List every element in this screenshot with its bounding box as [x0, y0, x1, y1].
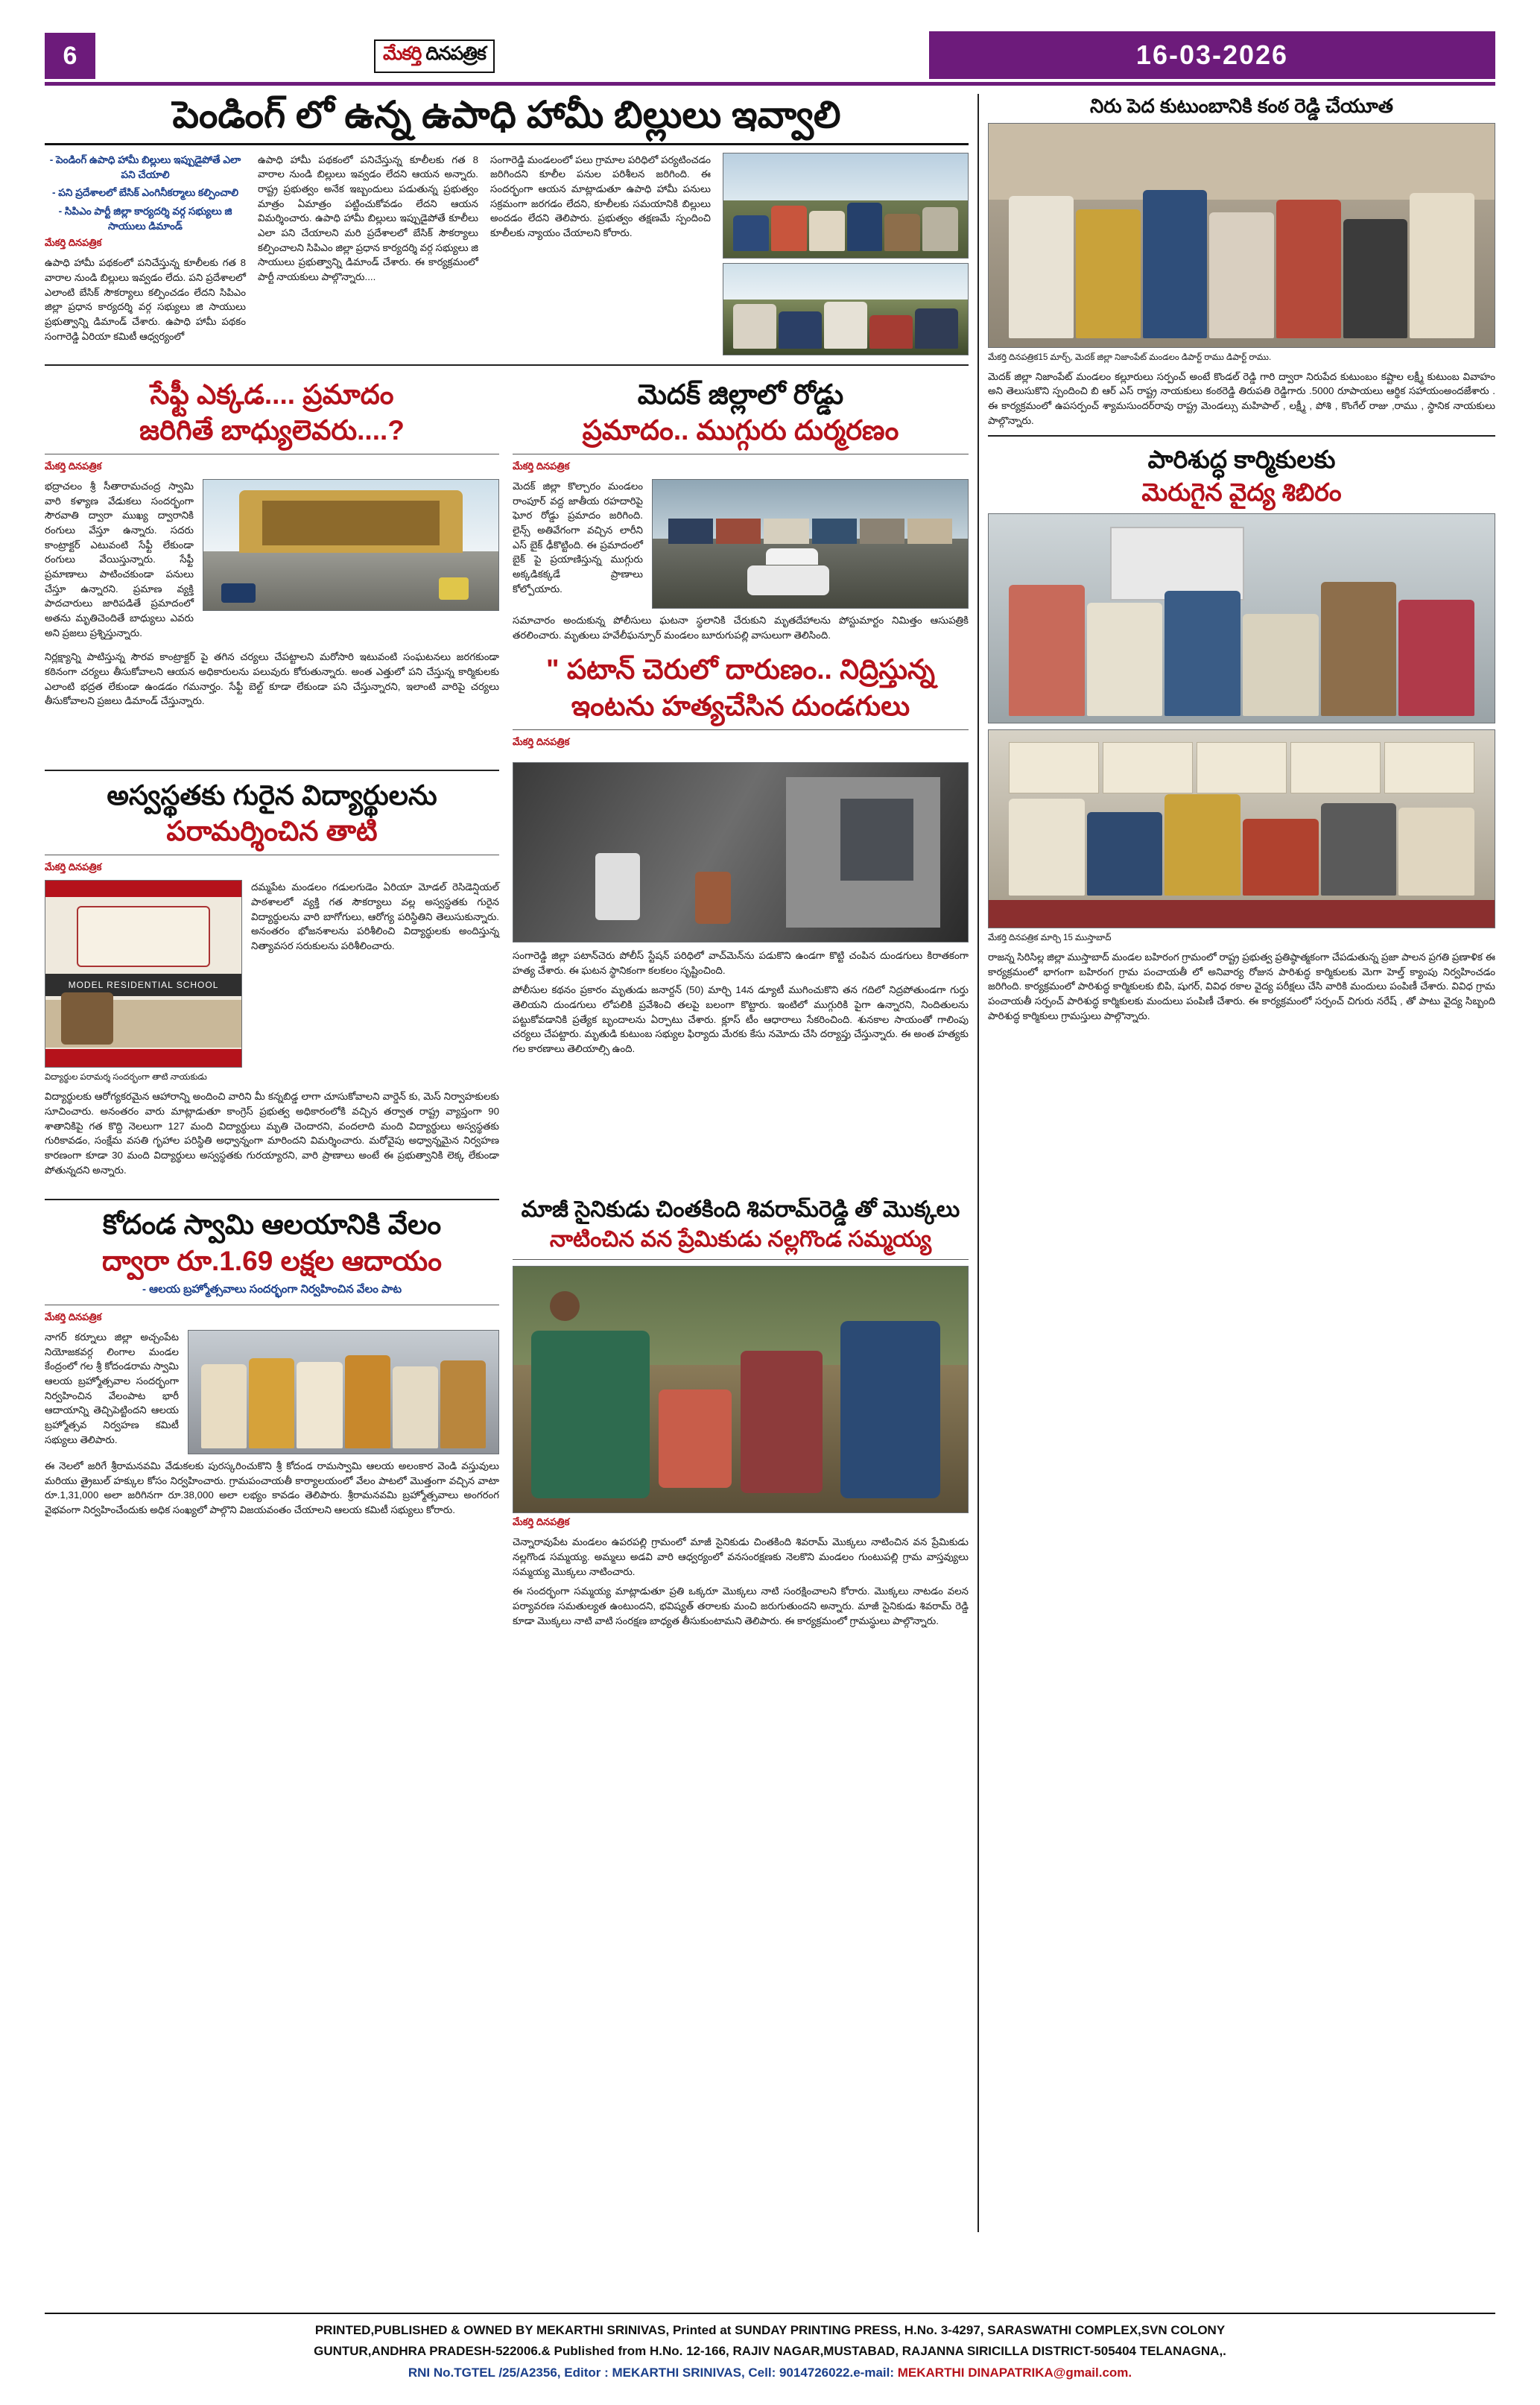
lead-headline: పెండింగ్ లో ఉన్న ఉపాధి హామీ బిల్లులు ఇవ్వాలి	[172, 94, 841, 136]
students-headline-line2: పరామర్శించిన తాటి	[166, 816, 378, 847]
sainik-text-1: చెన్నారావుపేట మండలం ఉపరపల్లి గ్రామంలో మాజీ సైనికుడు చింతకింది శివరామ్ మొక్కలు నాటించిన వన ప్రేమికుడు నల్లగొండ సమ్మయ్య. అమ్మలు అడవి వారి ఆధ్వర్యంలో వనసంరక్షణకు నెలకొని మండలం గుంటుపల్లి గ్రామ వాస్తవ్యులు సమ్మయ్య మొక్కలు నాటించారు.	[513, 1536, 969, 1577]
right-photo-top	[988, 123, 1495, 348]
students-text-1: దమ్మపేట మండలం గడులగుడెం ఏరియా మోడల్ రెసిడెన్షియల్ పాఠశాలలో వ్యక్తి గత సౌకర్యాలు వల్ల అస్వస్థతకు గురైన విద్యార్థులను వారి బాగోగులు, ఆరోగ్య పరిస్థితిని తెలుసుకున్నారు. అనంతరం భోజనశాలను పరిశీలించి విద్యార్థులకు అందిస్తున్న నిత్యావసర సరుకులను పరిశీలించారు.	[251, 881, 499, 952]
lead-bullet-1: - పెండింగ్ ఉపాధి హామీ బిల్లులు ఇప్పుడైపోతే ఎలా పని చేయాలి	[49, 153, 241, 180]
safety-text-2: నిర్లక్ష్యాన్ని పాటిస్తున్న సౌరవ కాంట్రాక్టర్ పై తగిన చర్యలు చేపట్టాలని మరోసారి ఇటువంటి సంఘటనలు జరగకుండా కఠినంగా చర్యలు తీసుకోవాలని ఆయన అధికారులను పలువురు కోరుతున్నారు. అంత ఎత్తులో పని చేస్తున్న కార్మికులకు ఎలాంటి భద్రత లేకుండా ఉండడం గమనార్హం. సేఫ్టీ బెల్ట్ కూడా లేకుండా పని చేస్తున్నారని, ఇలాంటి వారిపై చర్యలు తీసుకోవాలని ప్రజలు డిమాండ్ చేస్తున్నారు.	[45, 651, 499, 707]
right-rule-1	[988, 435, 1495, 437]
safety-headline-line1: సేఫ్టీ ఎక్కడ.... ప్రమాదం	[150, 378, 394, 410]
lead-text-col1: ఉపాధి హామీ పథకంలో పనిచేస్తున్న కూలీలకు గత 8 వారాల నుండి బిల్లులు ఇవ్వడం లేదు. పని ప్రదేశాలలో ఎలాంటి బేసిక్ సౌకర్యాలు కల్పించడం లేదని సిపిఎం జిల్లా ప్రధాన కార్యదర్శి వర్గ సభ్యులు జి సాయులు ప్రభుత్వాన్ని డిమాండ్ చేశారు. ఉపాధి హామీ పథకం సంగారెడ్డి ఏరియా కమిటీ ఆధ్వర్యంలో	[45, 257, 246, 342]
patan-photo	[513, 762, 969, 942]
mid-section	[45, 373, 969, 755]
right-second-headline-line1: పారిశుద్ధ కార్మికులకు	[1147, 446, 1336, 474]
right-photo-top-caption: మేకర్తి దినపత్రిక15 మార్చ్, మెదక్ జిల్లా నిజాంపేట్ మండలం డిపార్ట్ రాము డిపార్ట్ రాము.	[988, 352, 1272, 362]
lead-rule	[45, 143, 969, 145]
page-footer	[45, 2313, 1495, 2386]
patan-headline-line1: " పటాన్ చెరులో దారుణం.. నిద్రిస్తున్న	[546, 654, 935, 685]
students-rule-top	[45, 770, 499, 771]
medak-text-1: మెదక్ జిల్లా కొల్చారం మండలం రాంపూర్ వద్ద జాతీయ రహదారిపై ఘోర రోడ్డు ప్రమాదం జరిగింది. లైన్స్ అతివేగంగా వచ్చిన లారీని ఎస్ బైక్ ఢీకొట్టింది. ఈ ప్రమాదంలో బైక్ పై ప్రయాణిస్తున్న ముగ్గురు అక్కడికక్కడే ప్రాణాలు కోల్పోయారు.	[513, 481, 643, 595]
sainik-photo	[513, 1266, 969, 1513]
right-top-headline: నిరు పెద కుటుంబానికి కంఠ రెడ్డి చేయూత	[1090, 95, 1393, 117]
footer-email: MEKARTHI DINAPATRIKA@gmail.com.	[897, 2366, 1132, 2380]
footer-editor: Editor : MEKARTHI SRINIVAS, Cell: 9014726022.e-mail:	[564, 2366, 898, 2380]
medak-byline: మేకర్తి దినపత్రిక	[513, 460, 570, 472]
right-photo-mid-2	[988, 729, 1495, 928]
patan-byline: మేకర్తి దినపత్రిక	[513, 735, 570, 747]
right-photo-mid-caption: మేకర్తి దినపత్రిక మార్చి 15 ముస్తాబాద్	[988, 933, 1112, 942]
footer-rule	[45, 2313, 1495, 2314]
temple-text-1: నాగర్ కర్నూలు జిల్లా అచ్చంపేట నియోజకవర్గ లింగాల మండల కేంద్రంలో గల శ్రీ కోదండరామ స్వామి ఆలయ బ్రహ్మోత్సవాల సందర్భంగా నిర్వహించిన వేలంపాట భారీ ఆదాయాన్ని తెచ్చిపెట్టిందని ఆలయ బ్రహ్మోత్సవ నిర్వహణ కమిటీ సభ్యులు తెలిపారు.	[45, 1331, 179, 1445]
lead-bullets-col	[45, 153, 246, 355]
lower-section	[45, 762, 969, 1183]
medak-text-2: సమాచారం అందుకున్న పోలీసులు ఘటనా స్థలానికి చేరుకుని మృతదేహాలను పోస్టుమార్టం నిమిత్తం ఆసుపత్రికి తరలించారు. మృతులు హవేలీఘన్పూర్ మండలం బూరుగుపల్లి వాసులుగా తెలిసింది.	[513, 615, 969, 641]
sainik-headline-line1: మాజీ సైనికుడు చింతకింది శివరామ్‌రెడ్డి తో మొక్కలు	[521, 1197, 960, 1223]
lead-photo-1	[723, 153, 969, 259]
left-column	[45, 94, 969, 1634]
students-photo-caption: విద్యార్థుల పరామర్శ సందర్భంగా తాటి నాయకుడు	[45, 1073, 207, 1083]
footer-line-1: PRINTED,PUBLISHED & OWNED BY MEKARTHI SRINIVAS, Printed at SUNDAY PRINTING PRESS, H.No. 3-4297, SARASWATHI COMPLEX,SVN COLONY	[314, 2322, 1226, 2337]
lead-text-col3: సంగారెడ్డి మండలంలో పలు గ్రామాల పరిధిలో పర్యటించడం జరిగిందని కూలీల పనుల పరిశీలన జరిగింది. ఈ సందర్భంగా ఆయన మాట్లాడుతూ ఉపాధి హామీ పనులు సక్రమంగా జరగడం లేదని, కూలీలకు సమయానికి బిల్లులు అందడం లేదని తెలిపారు. ప్రభుత్వం తక్షణమే స్పందించి కూలీలకు న్యాయం చేయాలని కోరారు.	[490, 153, 711, 238]
publication-logo	[374, 39, 495, 73]
right-text-top: మెదక్ జిల్లా నిజాంపేట్ మండలం కల్లూరులు సర్పంచ్ అంటే కొండల్ రెడ్డి గారి ద్వారా నిరుపేద కుటుంబం కష్టాల లక్ష్మీ కుటుంబ వివాహం అని తెలుసుకొని స్పందించి బి ఆర్ ఎస్ రాష్ట్ర నాయకులు కంఠరెడ్డి తిరుపతి రెడ్డిగారు .5000 రూపాయలు ఆర్థిక సహాయంఅందజేశారు . ఈ కార్యక్రమంలో ఉపసర్పంచ్ శ్యామసుందర్‌రావు రాష్ట్ర మెండల్సు మహిపాల్ , లక్ష్మీ , పోశి , కొంగేల్ రాజు ,రాము , స్థానిక నాయకులు పాల్గొన్నారు.	[988, 370, 1495, 426]
right-photo-mid-1	[988, 513, 1495, 723]
lead-article	[45, 94, 969, 355]
temple-byline: మేకర్తి దినపత్రిక	[45, 1311, 102, 1322]
patan-text-1: సంగారెడ్డి జిల్లా పటాన్‌చెరు పోలీస్ స్టేషన్ పరిధిలో వాచ్‌మెన్‌ను పడుకొని ఉండగా కొట్టి చంపిన దుండగులు కిరాతకంగా హత్య చేశారు. ఈ ఘటన స్థానికంగా కలకలం సృష్టించింది.	[513, 949, 969, 976]
column-divider	[977, 94, 979, 2232]
masthead-rule	[45, 82, 1495, 86]
section-rule-1	[45, 364, 969, 366]
students-poster-title: MODEL RESIDENTIAL SCHOOL	[45, 974, 241, 996]
students-text-2: విద్యార్థులకు ఆరోగ్యకరమైన ఆహారాన్ని అందించి వారిని మీ కన్నబిడ్డ లాగా చూసుకోవాలని వార్డెన్ కు, మెస్ నిర్వాహకులకు సూచించారు. అనంతరం వారు మాట్లాడుతూ కాంగ్రెస్ ప్రభుత్వ అధికారంలోకి వచ్చిన తర్వాత రాష్ట్ర వ్యాప్తంగా 90 శాతానికిపై గత కొద్ది నెలలుగా 127 మంది విద్యార్థులు మృతి చెందారని, వందలాది మంది విద్యార్థులు అస్వస్థతకు గురికావడం, సంక్షేమ వసతి గృహాల పరిస్థితి అధ్వాన్నంగా మారిందని విమర్శించారు. మరోవైపు అధ్వాన్నమైన నిర్వహణ కారణంగా కూడా 30 మంది విద్యార్థులు అస్వస్థతకు గురయ్యారని, వారి ప్రాణాలు అంటే ఈ ప్రభుత్వానికి లెక్క లేకుండా పోతున్నదని అన్నారు.	[45, 1091, 499, 1176]
patan-rule	[513, 729, 969, 730]
right-text-mid: రాజన్న సిరిసిల్ల జిల్లా ముస్తాబాద్ మండల బహిరంగ గ్రామంలో రాష్ట్ర ప్రభుత్వ ప్రతిష్ఠాత్మకంగా చేపడుతున్న ప్రజా పాలన ప్రగతి ప్రణాళిక ఈ కార్యక్రమంలో భాగంగా బహిరంగ గ్రామ పంచాయతీ లో అనివార్య రోజున పారిశుద్ధ కార్మికులకు మెగా హెల్త్ క్యాంపు నిర్వహించడం జరిగింది. కార్యక్రమంలో పారిశుద్ధ కార్మికులకు బిపి, షుగర్, వివిధ రకాల వైద్య పరీక్షలు చేసి వారికి మందులు పంపిణీ చేశారు. వివిధ గ్రామ పంచాయతీ సర్పంచ్ పారిశుద్ధ కార్మికులకు మందులు పంపిణీ చేశారు. ఈ కార్యక్రమంలో సర్పంచ్ చిగురు నరేష్ , తో పాటు వైద్య సిబ్బంది పారిశుద్ధ కార్మికులు గ్రామస్తులు పాల్గొన్నారు.	[988, 951, 1495, 1021]
safety-article	[45, 373, 499, 755]
lead-text-col3-wrap	[490, 153, 711, 355]
lead-photo-col	[723, 153, 969, 355]
temple-headline-line2: ద్వారా రూ.1.69 లక్షల ఆదాయం	[101, 1245, 442, 1276]
students-photo	[45, 880, 242, 1068]
logo-text-primary: మేకర్తి	[383, 42, 422, 64]
footer-rni: RNI No.TGTEL /25/A2356,	[408, 2366, 561, 2380]
page-number: 6	[45, 33, 95, 79]
medak-photo	[652, 479, 969, 609]
temple-subheadline: - ఆలయ బ్రహ్మోత్సవాలు సందర్భంగా నిర్వహించిన వేలం పాట	[142, 1282, 402, 1296]
lead-text-col2: ఉపాధి హామీ పథకంలో పనిచేస్తున్న కూలీలకు గత 8 వారాల నుండి బిల్లులు ఇవ్వడం లేదని ఆయన అన్నారు. రాష్ట్ర ప్రభుత్వం అనేక ఇబ్బందులు పడుతున్న ప్రభుత్వం మాత్రం ఏమాత్రం పట్టించుకోవడం లేదని ఆయన విమర్శించారు. ఉపాధి హామీ బిల్లులు ఇప్పుడైపోతే కూలీలు ఎలా పని చేయాలని మరి ప్రదేశాలలో బేసిక్ సౌకర్యాలు కల్పించాలని సిపిఎం జిల్లా ప్రధాన కార్యదర్శి వర్గ సభ్యులు జి సాయులు ప్రభుత్వాన్ని డిమాండ్ చేశారు. ఈ కార్యక్రమంలో పార్టీ నాయకులు పాల్గొన్నారు....	[258, 153, 478, 282]
temple-headline-line1: కోదండ స్వామి ఆలయానికి వేలం	[102, 1209, 442, 1240]
medak-headline-line1: మెదక్ జిల్లాలో రోడ్డు	[637, 378, 844, 410]
right-second-headline-line2: మెరుగైన వైద్య శిబిరం	[1141, 478, 1342, 506]
sainik-rule	[513, 1259, 969, 1260]
sainik-headline-line2: నాటించిన వన ప్రేమికుడు నల్లగొండ సమ్మయ్య	[549, 1226, 932, 1252]
bottom-section	[45, 1191, 969, 1633]
students-headline-line1: అస్వస్థతకు గురైన విద్యార్థులను	[107, 779, 437, 811]
sainik-text-2: ఈ సందర్భంగా సమ్మయ్య మాట్లాడుతూ ప్రతి ఒక్కరూ మొక్కలు నాటి సంరక్షించాలని కోరారు. మొక్కలు నాటడం వలన పర్యావరణ సమతుల్యత ఉంటుందని, భవిష్యత్ తరాలకు మంచి జరుగుతుందని అన్నారు. మాజీ సైనికుడు శివరామ్ రెడ్డి కూడా మొక్కలు నాటి వాటి సంరక్షణ బాధ్యత తీసుకుంటామని తెలిపారు. ఈ కార్యక్రమంలో గ్రామస్థులు పాల్గొన్నారు.	[513, 1585, 969, 1626]
temple-photo	[188, 1330, 499, 1454]
students-article	[45, 762, 499, 1183]
lead-byline: మేకర్తి దినపత్రిక	[45, 237, 102, 249]
issue-date: 16-03-2026	[929, 31, 1495, 79]
temple-article	[45, 1191, 499, 1633]
lead-photo-2	[723, 263, 969, 355]
footer-line-3	[45, 2364, 1495, 2382]
masthead	[45, 30, 1495, 85]
lead-bullet-2: - పని ప్రదేశాలలో బేసిక్ ఎంగినీకర్మాలు కల్పించాలి	[51, 187, 239, 199]
safety-headline-line2: జరిగితే బాధ్యులెవరు....?	[139, 414, 405, 446]
medak-road-article	[513, 373, 969, 755]
patan-headline-line2: ఇంటను హత్యచేసిన దుండగులు	[571, 690, 910, 721]
temple-text-2: ఈ నెలలో జరిగే శ్రీరామనవమి వేడుకలకు పురస్కరించుకొని శ్రీ కోదండ రామస్వామి ఆలయ అలంకార వెండి వస్తువులు మరియు త్రైబుల్ హక్కుల కోసం నిర్వహించారు. గ్రామపంచాయతీ కార్యాలయంలో వేలం పాటలో మొత్తంగా వచ్చిన వాటా రూ.1,31,000 అలా జరిగినగా రూ.38,000 అలా లభ్యం కావడం తెలిపారు. శ్రీరామనవమి బ్రహ్మోత్సవాలు అంగరంగ వైభవంగా నిర్వహించేందుకు అధిక సంఖ్యలో పాల్గొని విజయవంతం చేయాలని ఆలయ కమిటీ సభ్యులు కోరారు.	[45, 1460, 499, 1515]
lead-text-col2-wrap	[258, 153, 478, 355]
lead-bullet-3: - సిపిఎం పార్టీ జిల్లా కార్యదర్శి వర్గ సభ్యులు జి సాయులు డిమాండ్	[58, 205, 232, 232]
logo-text-secondary: దినపత్రిక	[425, 42, 486, 64]
safety-byline: మేకర్తి దినపత్రిక	[45, 460, 102, 472]
sainik-byline: మేకర్తి దినపత్రిక	[513, 1516, 570, 1528]
students-byline: మేకర్తి దినపత్రిక	[45, 861, 102, 873]
temple-rule-top	[45, 1199, 499, 1200]
safety-text-1: భద్రాచలం శ్రీ సీతారామచంద్ర స్వామి వారి కళ్యాణ వేడుకలు సందర్భంగా సౌరవాతి ద్వారా ముఖ్య ద్వారానికి రంగులు వేస్తూ ఉన్నారు. సదరు కాంట్రాక్టర్ ఎటువంటి సేఫ్టీ లేకుండా రంగులు వేయిస్తున్నారు. సేఫ్టీ ప్రమాణాలు పాటించకుండా పనులు చేస్తూ ఉన్నారని. ప్రమాణ వ్యక్తి పాదచారులు జారిపడితే ప్రమాదంలో అతను మృతిచెందితే బాధ్యులు ఎవరు అని ప్రజలు ప్రశ్నిస్తున్నారు.	[45, 481, 194, 639]
patan-body	[513, 762, 969, 1183]
safety-photo	[203, 479, 499, 611]
sainik-article	[513, 1191, 969, 1633]
medak-headline-line2: ప్రమాదం.. ముగ్గురు దుర్మరణం	[582, 414, 899, 446]
right-column	[988, 94, 1495, 1028]
patan-text-2: పోలీసుల కథనం ప్రకారం మృతుడు జనార్దన్ (50) మార్చి 14న డ్యూటీ ముగించుకొని తన గదిలో నిద్రపోతుండగా గుర్తు తెలియని దుండగులు లోపలికి ప్రవేశించి తలపై బలంగా కొట్టారు. ఇంటిలో ముగ్గురికి పైగా ఉన్నారని, నిందితులను పట్టుకోవడానికి ప్రత్యేక బృందాలను ఏర్పాటు చేశారు. క్లూస్ టీం ఆధారాలు సేకరించింది. శునకాల సాయంతో గాలింపు చర్యలు చేపట్టారు. మృతుడి కుటుంబ సభ్యుల ఫిర్యాదు మేరకు కేసు నమోదు చేసి దర్యాప్తు చేస్తున్నారు. ఈ అంత హత్యకు గల కారణాలు తెలియాల్సి ఉంది.	[513, 984, 969, 1054]
footer-line-2: GUNTUR,ANDHRA PRADESH-522006.& Published from H.No. 12-166, RAJIV NAGAR,MUSTABAD, RAJANNA SIRICILLA DISTRICT-505404 TELANAGNA,.	[314, 2344, 1226, 2359]
